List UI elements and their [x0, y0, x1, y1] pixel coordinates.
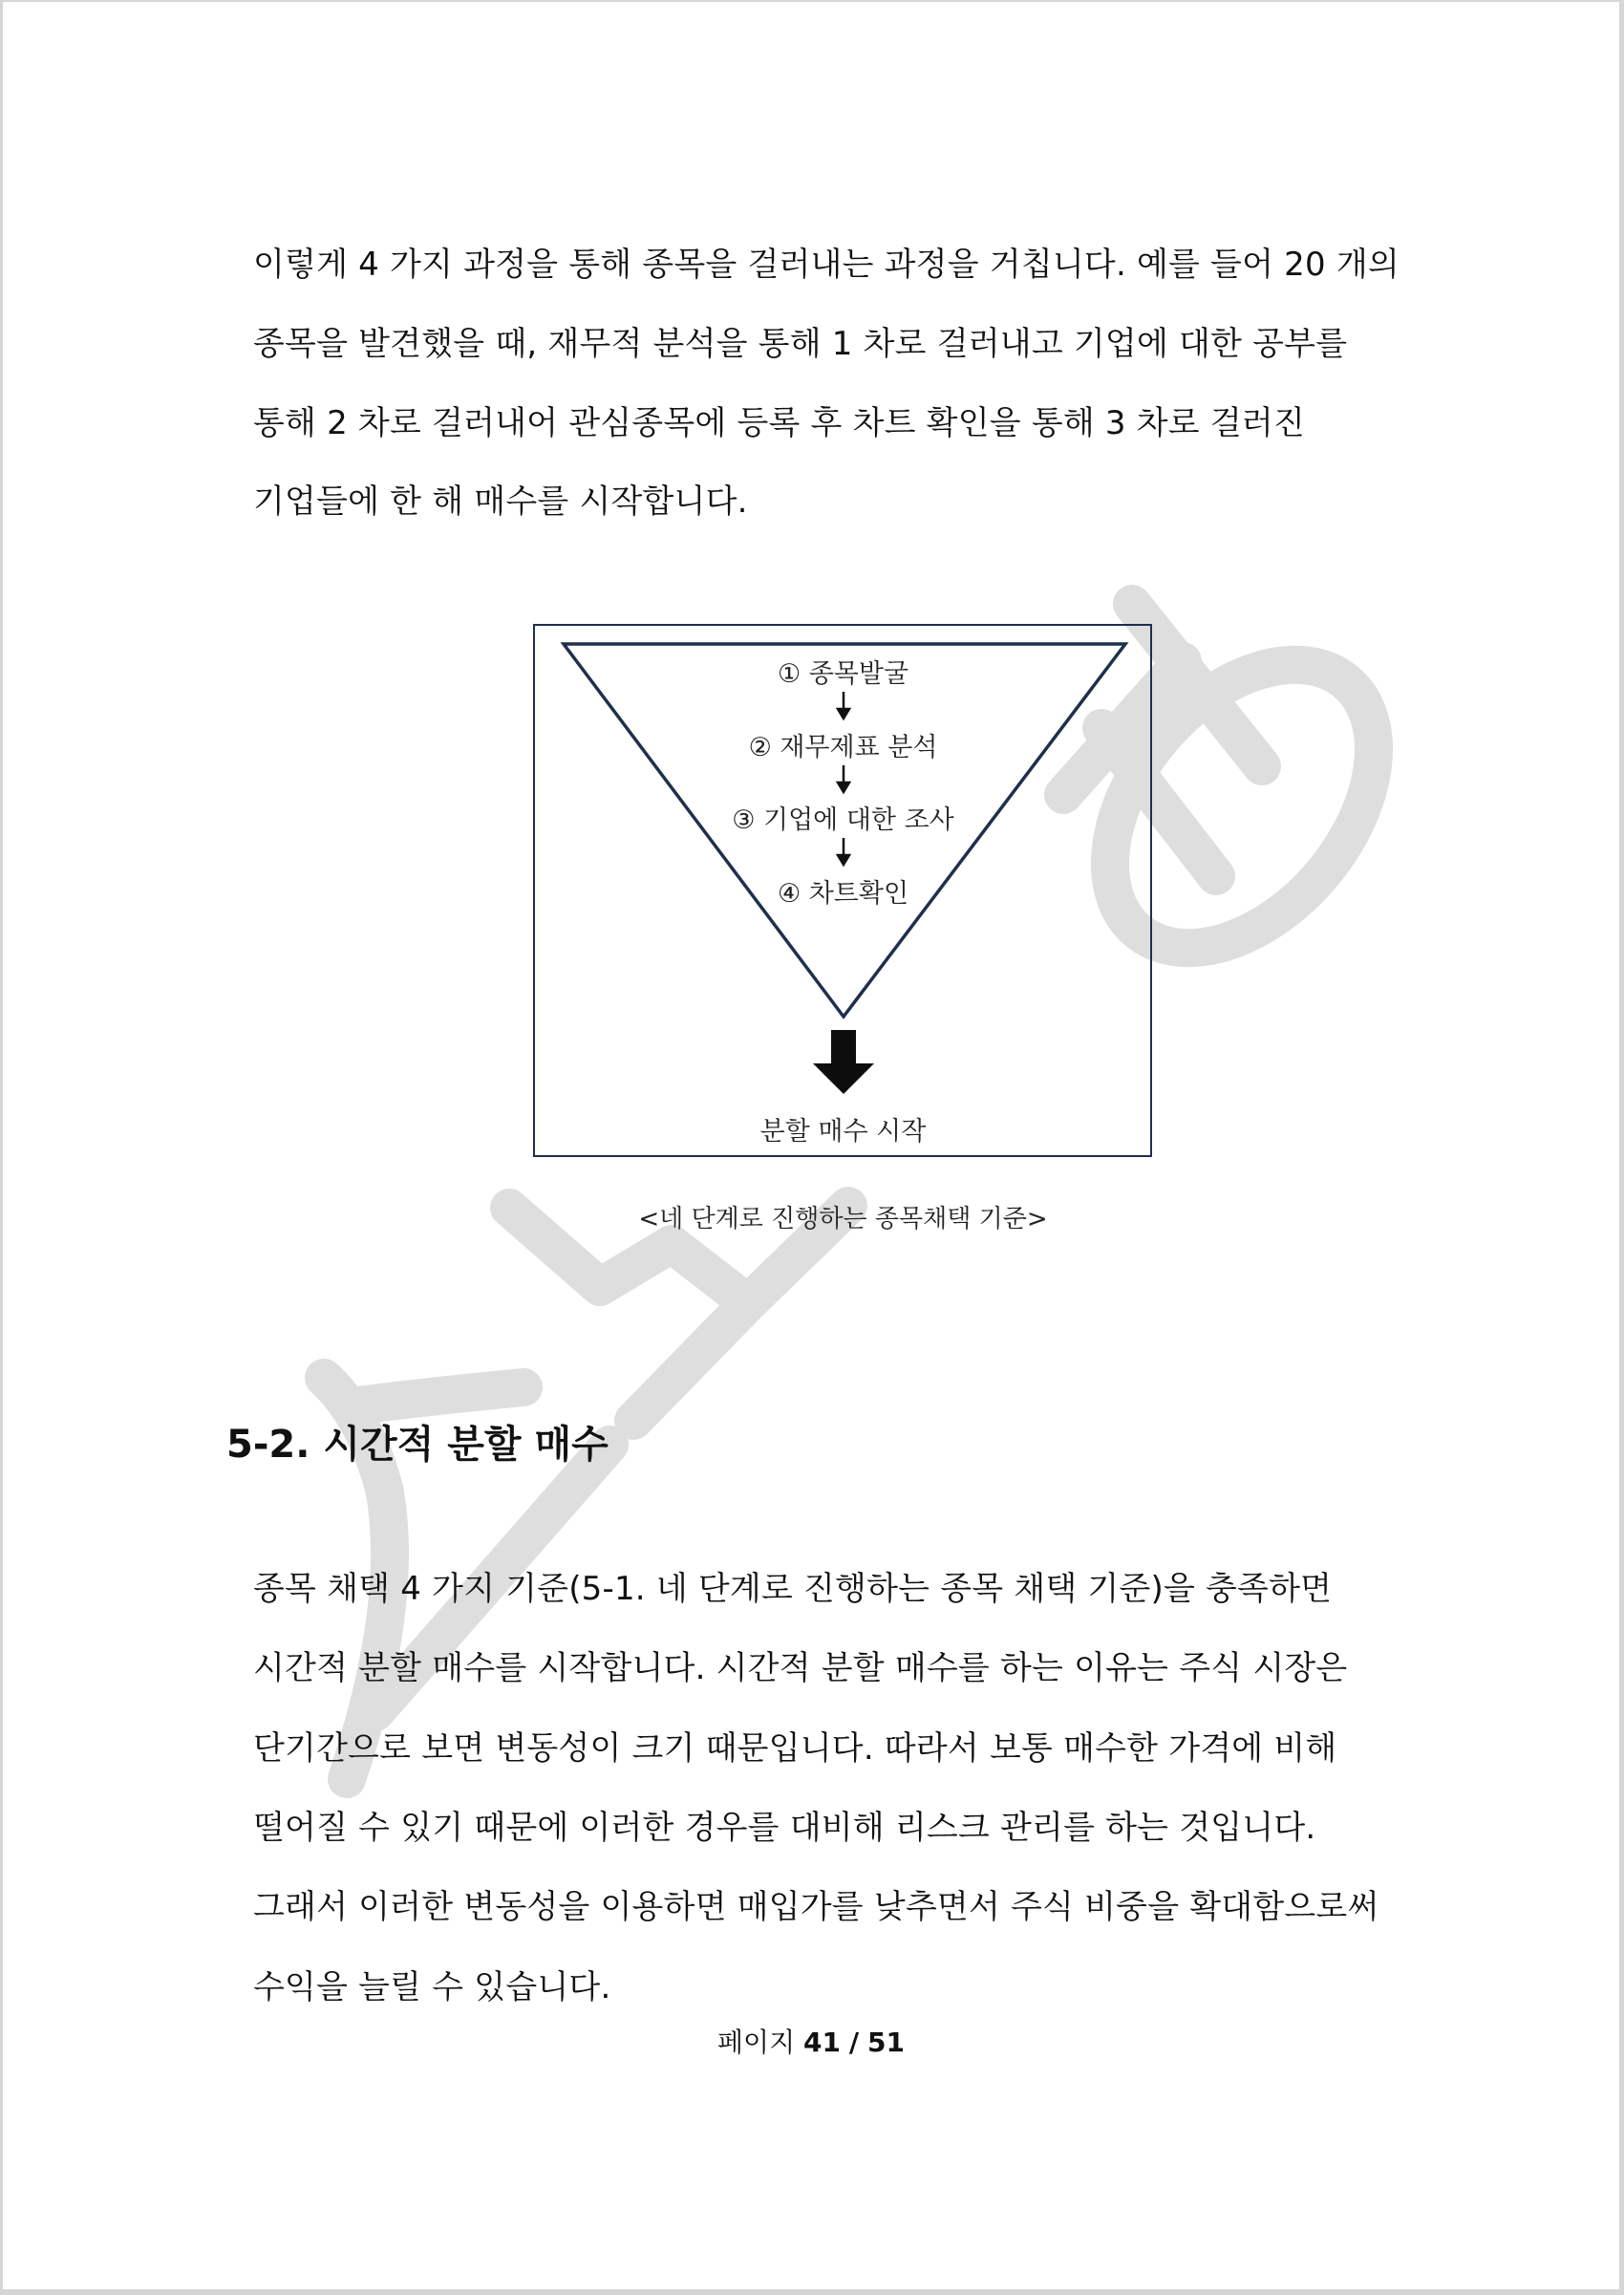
- figure-caption: <네 단계로 진행하는 종목채택 기준>: [638, 1205, 1048, 1233]
- paragraph-2-line: 떨어질 수 있기 때문에 이러한 경우를 대비해 리스크 관리를 하는 것입니다.: [253, 1809, 1316, 1847]
- section-heading: 5-2. 시간적 분할 매수: [226, 1423, 609, 1467]
- paragraph-2-line: 수익을 늘릴 수 있습니다.: [253, 1968, 611, 2006]
- paragraph-1-line: 종목을 발견했을 때, 재무적 분석을 통해 1 차로 걸러내고 기업에 대한 공부를: [253, 325, 1348, 363]
- funnel-step-3: ③ 기업에 대한 조사: [732, 805, 954, 835]
- down-arrow-icon: [813, 1030, 874, 1094]
- paragraph-2-line: 단기간으로 보면 변동성이 크기 때문입니다. 따라서 보통 매수한 가격에 비해: [253, 1729, 1337, 1768]
- page-label: 페이지: [716, 2027, 796, 2058]
- funnel-result-label: 분할 매수 시작: [759, 1117, 927, 1147]
- step-arrow-icon: [838, 692, 849, 865]
- funnel-step-4: ④ 차트확인: [777, 879, 909, 909]
- funnel-step-2: ② 재무제표 분석: [748, 733, 938, 762]
- paragraph-2-line: 종목 채택 4 가지 기준(5-1. 네 단계로 진행하는 종목 채택 기준)을 충족하면: [253, 1570, 1333, 1608]
- page-content: [3, 2, 1619, 2289]
- page-separator: /: [848, 2027, 860, 2058]
- paragraph-1-line: 기업들에 한 해 매수를 시작합니다.: [253, 483, 748, 521]
- paragraph-1-line: 통해 2 차로 걸러내어 관심종목에 등록 후 차트 확인을 통해 3 차로 걸러진: [253, 404, 1305, 442]
- page-number: [3, 2022, 1619, 2060]
- paragraph-2-line: 시간적 분할 매수를 시작합니다. 시간적 분할 매수를 하는 이유는 주식 시장은: [253, 1649, 1348, 1687]
- document-page: [3, 2, 1619, 2289]
- paragraph-1-line: 이렇게 4 가지 과정을 통해 종목을 걸러내는 과정을 거칩니다. 예를 들어 20 개의: [253, 246, 1400, 284]
- funnel-step-1: ① 종목발굴: [777, 659, 909, 689]
- page-current: 41: [803, 2027, 841, 2058]
- page-total: 51: [867, 2027, 906, 2058]
- paragraph-2-line: 그래서 이러한 변동성을 이용하면 매입가를 낮추면서 주식 비중을 확대함으로써: [253, 1888, 1379, 1926]
